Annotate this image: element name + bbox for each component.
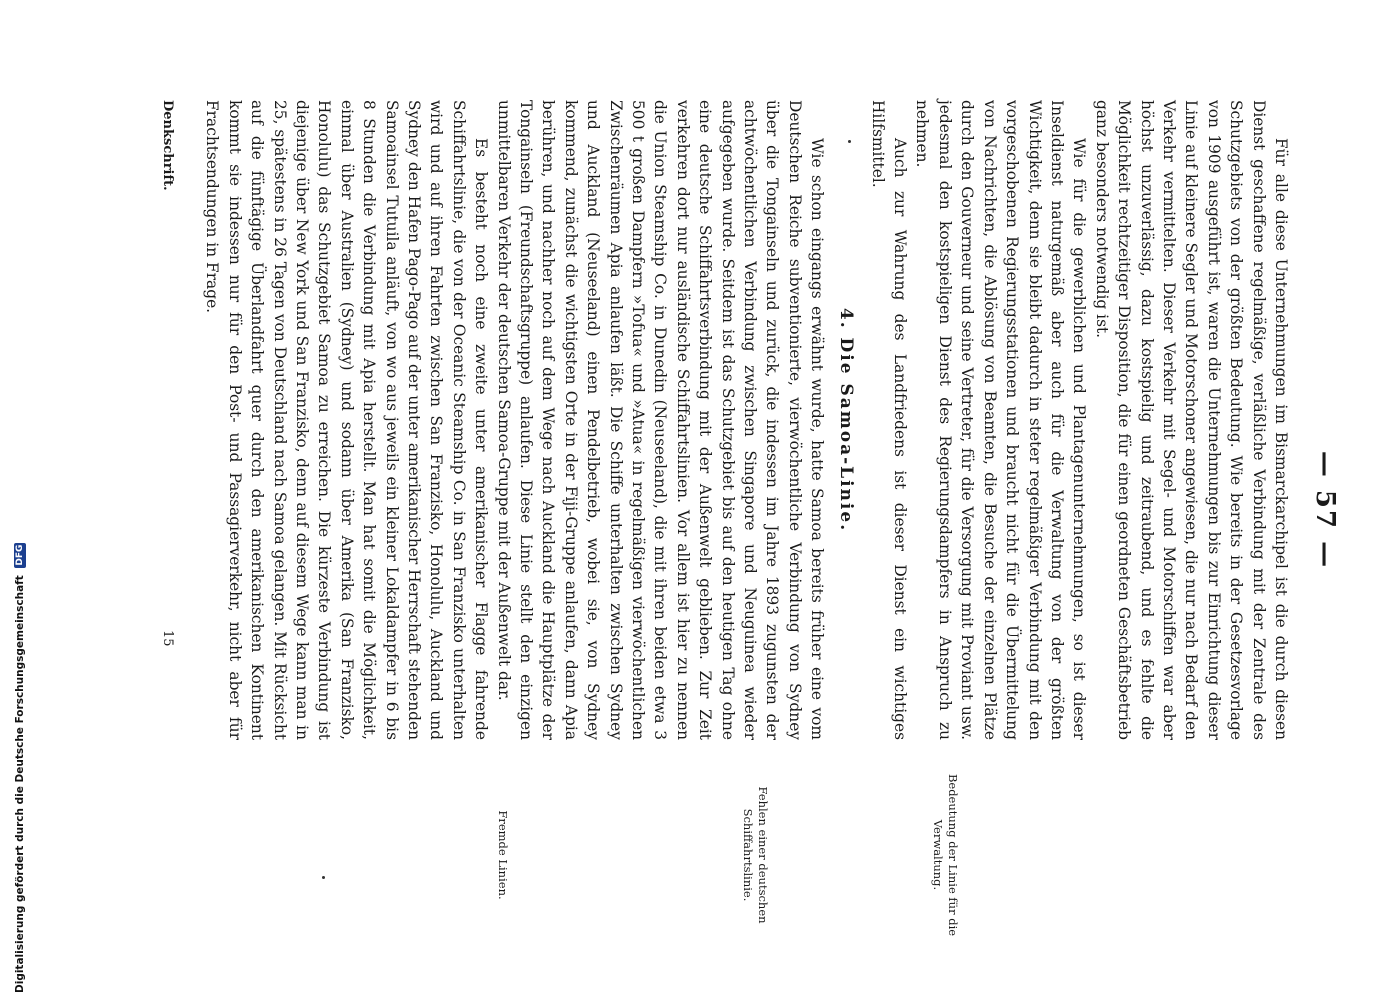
margin-note-missing-line: Fehlen einer deutschen Schiffahrtslinie. (741, 786, 770, 924)
margin-note-administration: Bedeutung der Linie für die Verwaltung. (931, 773, 960, 937)
speck-mark (322, 876, 325, 879)
paragraph-administration: Wie für die gewerblichen und Plantagenunternehmungen, so ist dieser Inseldienst naturgemäß aber auch für die Verwaltung von der größten Wichtigkeit, denn sie bleibt dadurch in steter regelmäßiger Verbindung mit den vorgeschobenen Regierungsstationen und braucht nicht für die Übermittelung von Nachrichten, die Ablösung von Beamten, die Besuche der einzelnen Plätze durch den Gouverneur und seine Vertreter, für die Versorgung mit Proviant usw. jedesmal den kostspieligen Dienst des Regierungsdampfers in Anspruch zu nehmen. (913, 100, 1089, 740)
sheet-number: 15 (160, 630, 175, 647)
margin-note-foreign-lines: Fremde Linien. (496, 810, 510, 900)
dfg-logo-icon: DFG (15, 544, 25, 566)
credit-text: Digitalisierung gefördert durch die Deutsche Forschungsgemeinschaft (14, 575, 26, 993)
paragraph-bismarck-archipelago: Für alle diese Unternehmungen im Bismarckarchipel ist die durch diesen Dienst geschaffene regelmäßige, verläßliche Verbindung mit der Zentrale des Schutzgebiets von der größten Bedeutung. Wie bereits in der Gesetzesvorlage von 1909 ausgeführt ist, waren die Unternehmungen bis zur Einrichtung dieser Linie auf kleinere Segler und Motorschoner angewiesen, die nur nach Bedarf den Verkehr vermittelten. Dieser Verkehr mit Segel- und Motorschiffen war aber höchst unzuverlässig, dazu kostspielig und zeitraubend, und es fehlte die Möglichkeit rechtzeitiger Disposition, die für einen geordneten Geschäftsbetrieb ganz besonders notwendig ist. (1092, 100, 1290, 740)
page-number: — 57 — (1310, 450, 1340, 570)
paragraph-samoa-history: Wie schon eingangs erwähnt wurde, hatte Samoa bereits früher eine vom Deutschen Reiche subventionierte, vierwöchentliche Verbindung von Sydney über die Tongainseln und zurück, die indessen im Jahre 1893 zugunsten der achtwöchentlichen Verbindung zwischen Singapore und Neuguinea wieder aufgegeben wurde. Seitdem ist das Schutzgebiet bis auf den heutigen Tag ohne eine deutsche Schiffahrtsverbindung mit der Außenwelt geblieben. Zur Zeit verkehren dort nur ausländische Schiffahrtslinien. Vor allem ist hier zu nennen die Union Steamship Co. in Dunedin (Neuseeland), die mit ihren beiden etwa 3 500 t großen Dampfern »Tofua« und »Atua« in regelmäßigen vierwöchentlichen Zwischenräumen Apia anlaufen läßt. Die Schiffe unterhalten zwischen Sydney und Auckland (Neuseeland) einen Pendelbetrieb, wobei sie, von Sydney kommend, zunächst die wichtigsten Orte in der Fiji-Gruppe anlaufen, dann Apia berühren, und nachher noch auf dem Wege nach Auckland die Hauptplätze der Tongainseln (Freundschaftsgruppe) anlaufen. Diese Linie stellt den einzigen unmittelbaren Verkehr der deutschen Samoa-Gruppe mit der Außenwelt dar. (494, 100, 827, 740)
paragraph-land-peace: Auch zur Wahrung des Landfriedens ist dieser Dienst ein wichtiges Hilfsmittel. (868, 100, 910, 740)
digitization-credit (14, 543, 26, 993)
rotated-document-page (140, 70, 1340, 950)
sheet-signature: Denkschrift. (160, 100, 175, 191)
paragraph-foreign-lines: Es besteht noch eine zweite unter amerikanischer Flagge fahrende Schiffahrtslinie, die von der Oceanic Steamship Co. in San Franzisko unterhalten wird und auf ihren Fahrten zwischen San Franzisko, Honolulu, Auckland und Sydney den Hafen Pago-Pago auf der unter amerikanischer Herrschaft stehenden Samoainsel Tutuila anläuft, von wo aus jeweils ein kleiner Lokaldampfer in 6 bis 8 Stunden die Verbindung mit Apia herstellt. Man hat somit die Möglichkeit, einmal über Australien (Sydney) und sodann über Amerika (San Franzisko, Honolulu) das Schutzgebiet Samoa zu erreichen. Die kürzeste Verbindung ist diejenige über New York und San Franzisko, denn auf diesem Wege kann man in 25, spätestens in 26 Tagen von Deutschland nach Samoa gelangen. Mit Rücksicht auf die fünftägige Überlandfahrt quer durch den amerikanischen Kontinent kommt sie indessen nur für den Post- und Passagierverkehr, nicht aber für Frachtsendungen in Frage. (203, 100, 491, 740)
section-heading: 4. Die Samoa-Linie. (836, 307, 857, 533)
speck-mark (848, 140, 851, 143)
body-text-column (201, 100, 1292, 740)
